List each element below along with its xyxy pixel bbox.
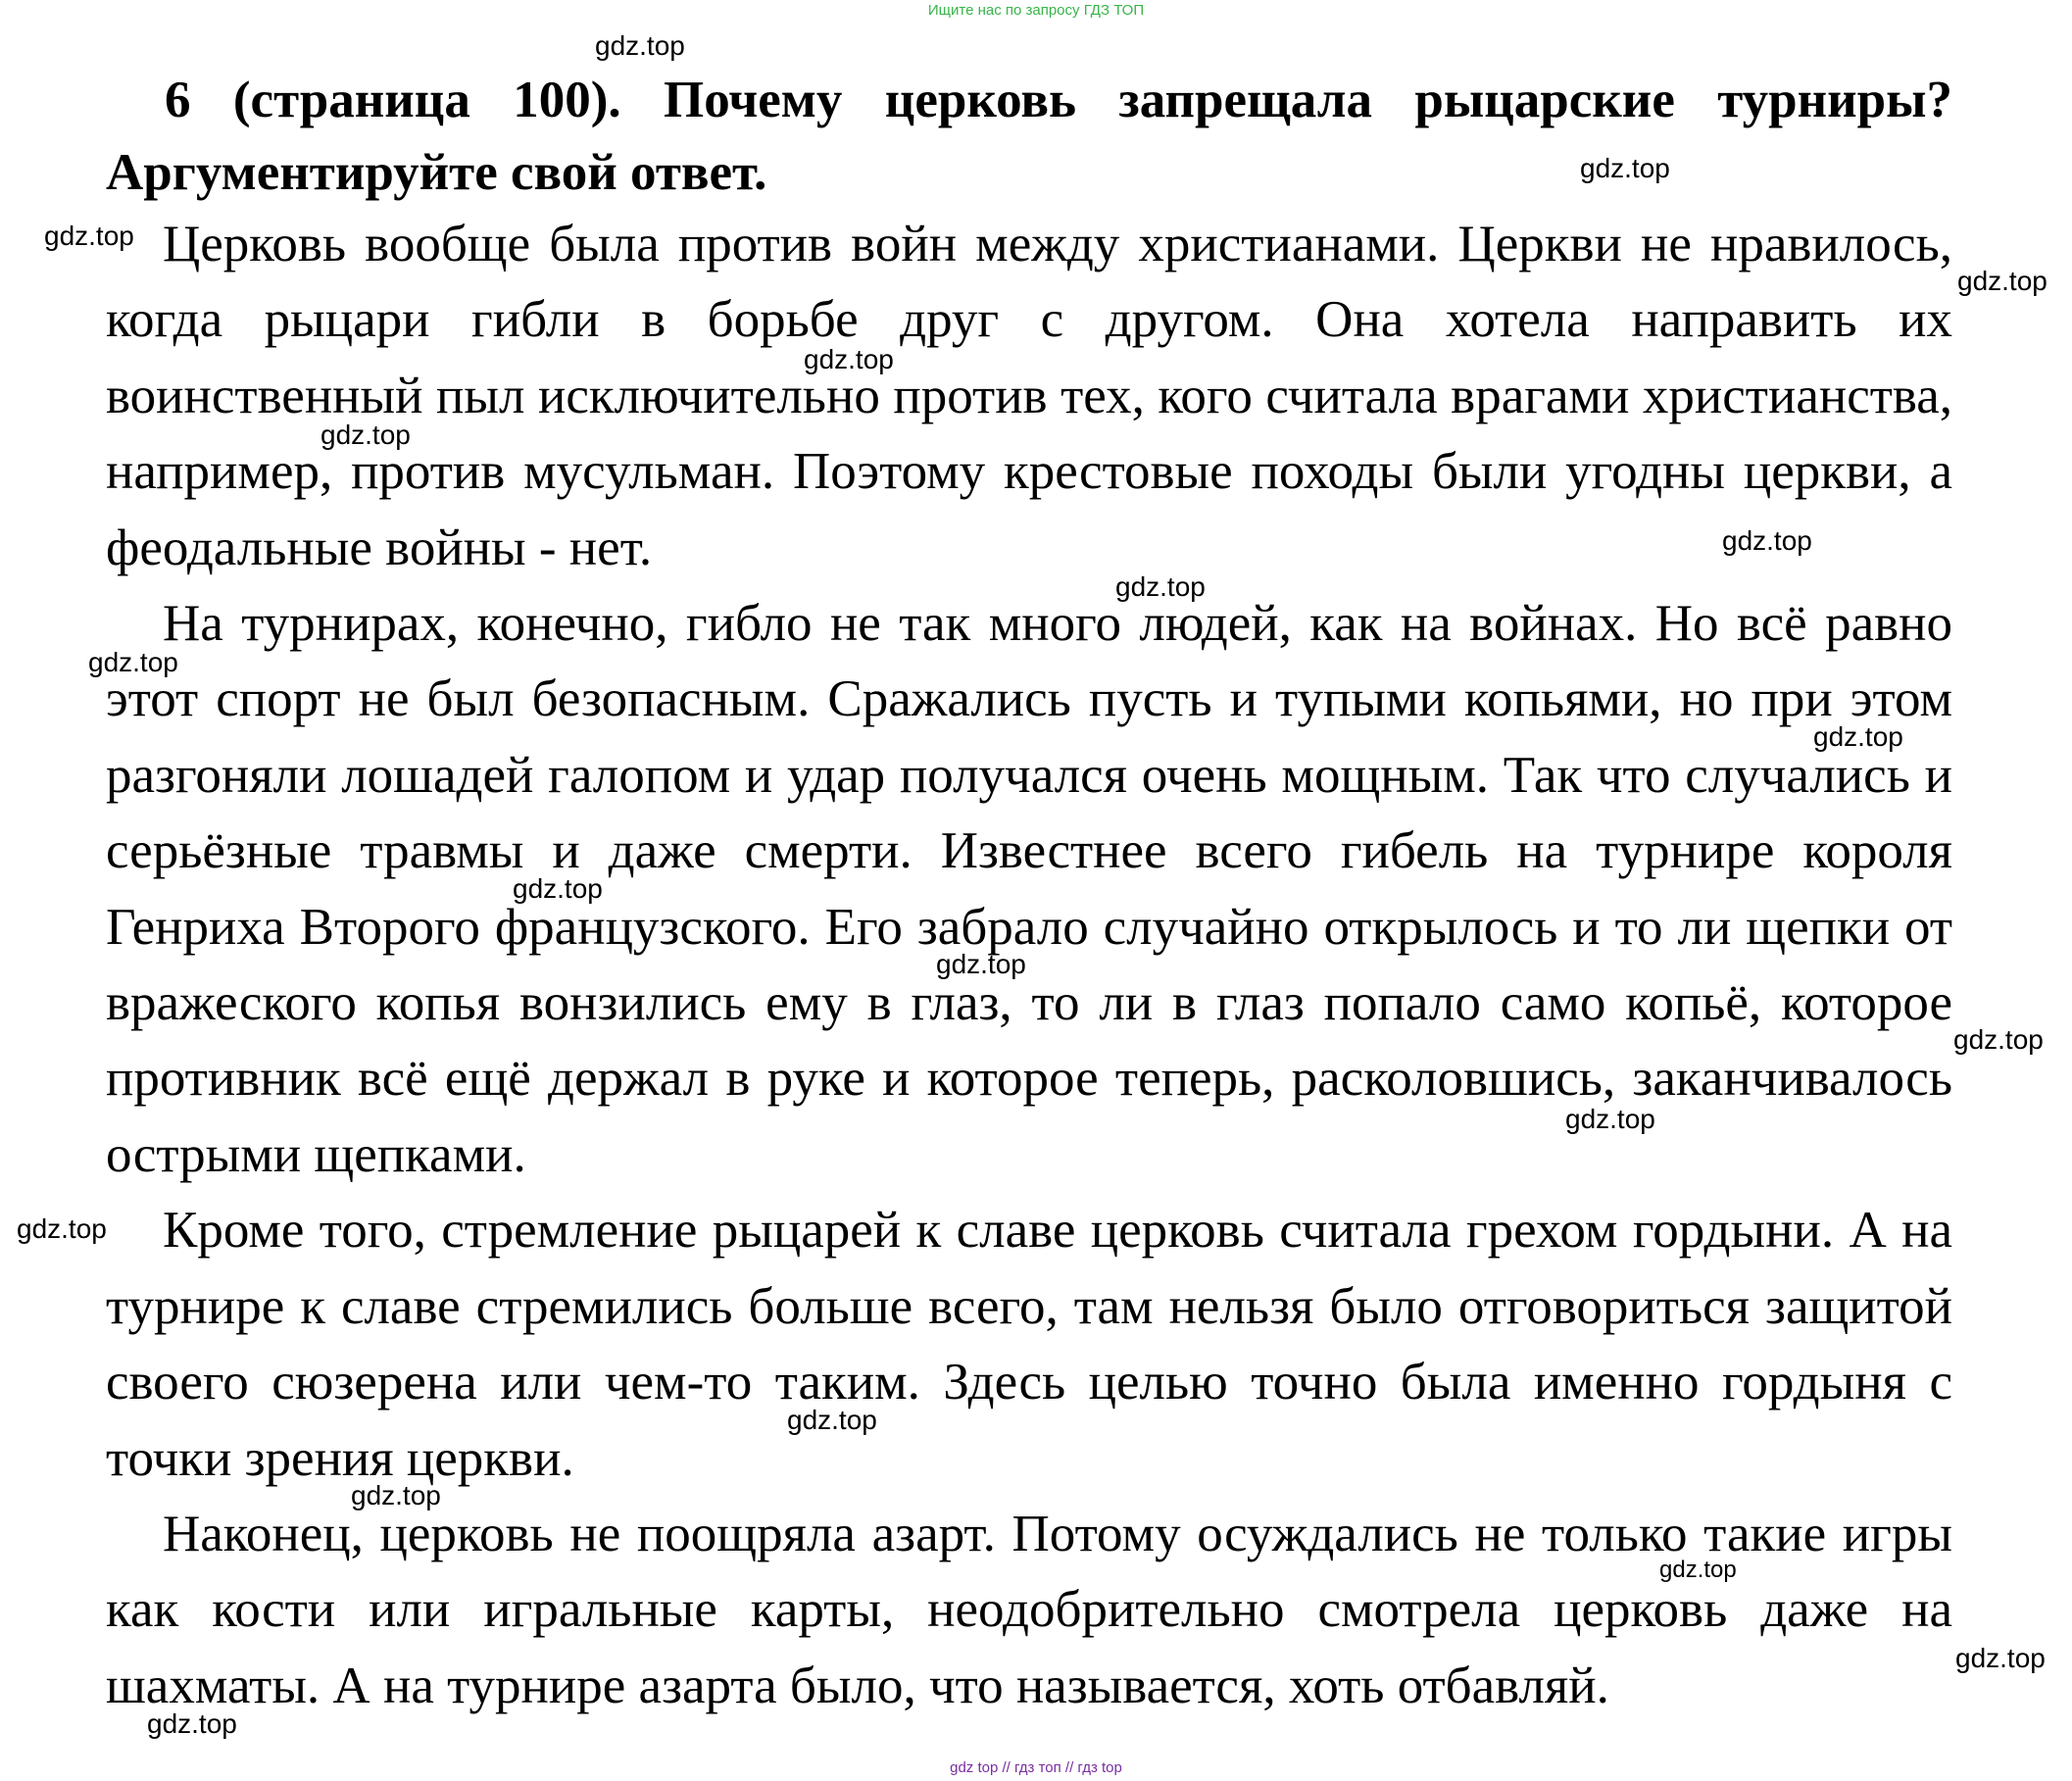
watermark: gdz.top xyxy=(44,221,134,251)
watermark: gdz.top xyxy=(1955,1643,2046,1673)
watermark: gdz.top xyxy=(1722,525,1812,556)
question-heading: 6 (страница 100). Почему церковь запрещала рыцарские турниры? Аргументируйте свой ответ. xyxy=(106,72,1952,201)
answer-paragraph-1: Церковь вообще была против войн между христианами. Церкви не нравилось, когда рыцари гибли в борьбе друг с другом. Она хотела направить их воинственный пыл исключительно против тех, кого считала врагами христианства, например, против мусульман. Поэтому крестовые походы были угодны церкви, а феодальные войны - нет. xyxy=(106,216,1952,576)
watermark: gdz.top xyxy=(787,1405,877,1435)
answer-paragraph-2: На турнирах, конечно, гибло не так много людей, как на войнах. Но всё равно этот спорт не был безопасным. Сражались пусть и тупыми копьями, но при этом разгоняли лошадей галопом и удар получался очень мощным. Так что случались и серьёзные травмы и даже смерти. Известнее всего гибель на турнире короля Генриха Второго французского. Его забрало случайно открылось и то ли щепки от вражеского копья вонзились ему в глаз, то ли в глаз попало само копьё, которое противник всё ещё держал в руке и которое теперь, расколовшись, заканчивалось острыми щепками. xyxy=(106,595,1952,1183)
watermark: gdz.top xyxy=(1565,1104,1655,1134)
watermark: gdz.top xyxy=(595,30,685,61)
watermark: gdz.top xyxy=(513,873,603,904)
watermark: gdz.top xyxy=(936,949,1026,979)
watermark: gdz.top xyxy=(88,647,178,677)
top-banner: Ищите нас по запросу ГДЗ ТОП xyxy=(927,2,1145,19)
watermark: gdz.top xyxy=(1115,571,1206,602)
watermark: gdz.top xyxy=(321,420,411,450)
watermark: gdz.top xyxy=(804,344,894,374)
watermark: gdz.top xyxy=(1953,1024,2044,1055)
answer-paragraph-3: Кроме того, стремление рыцарей к славе церковь считала грехом гордыни. А на турнире к славе стремились больше всего, там нельзя было отговориться защитой своего сюзерена или чем-то таким. Здесь целью точно была именно гордыня с точки зрения церкви. xyxy=(106,1202,1952,1487)
watermark: gdz.top xyxy=(1580,153,1670,183)
bottom-banner: gdz top // гдз топ // гдз top xyxy=(950,1759,1122,1776)
watermark: gdz.top xyxy=(351,1480,441,1510)
watermark: gdz.top xyxy=(1659,1557,1737,1583)
watermark: gdz.top xyxy=(1813,721,1903,752)
answer-paragraph-4: Наконец, церковь не поощряла азарт. Потому осуждались не только такие игры как кости или игральные карты, неодобрительно смотрела церковь даже на шахматы. А на турнире азарта было, что называется, хоть отбавляй. xyxy=(106,1505,1952,1714)
watermark: gdz.top xyxy=(17,1213,107,1244)
watermark: gdz.top xyxy=(1957,266,2047,296)
watermark: gdz.top xyxy=(147,1708,237,1739)
